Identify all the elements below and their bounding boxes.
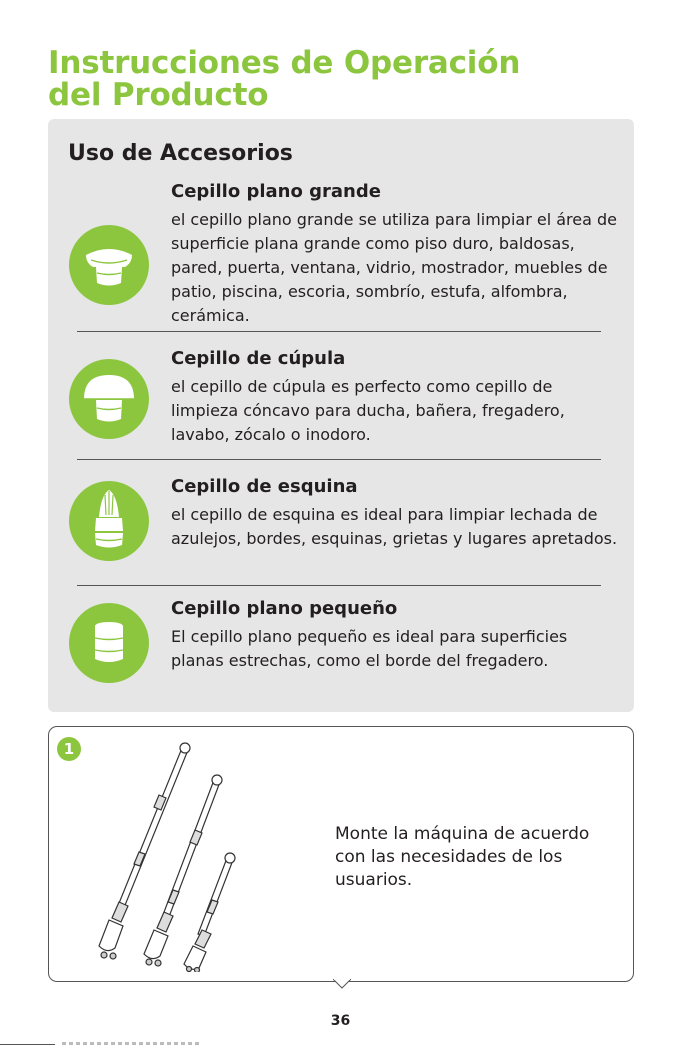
accessory-title: Cepillo plano grande bbox=[171, 181, 381, 202]
callout-pointer-icon bbox=[333, 979, 351, 989]
page-title-line-2: del Producto bbox=[48, 77, 269, 113]
accessories-heading: Uso de Accesorios bbox=[68, 141, 293, 166]
accessory-description: el cepillo de esquina es ideal para limpiar lechada de azulejos, bordes, esquinas, grietas y lugares apretados. bbox=[171, 505, 618, 548]
accessories-panel bbox=[48, 119, 634, 712]
page-title-line-1: Instrucciones de Operación bbox=[48, 45, 521, 81]
step-instruction-text: Monte la máquina de acuerdo con las necesidades de los usuarios. bbox=[335, 824, 590, 890]
large-flat-brush-icon bbox=[69, 225, 149, 305]
dome-brush-icon bbox=[69, 359, 149, 439]
accessory-title: Cepillo de esquina bbox=[171, 476, 358, 497]
corner-brush-icon bbox=[69, 481, 149, 561]
accessory-description: el cepillo de cúpula es perfecto como cepillo de limpieza cóncavo para ducha, bañera, fregadero, lavabo, zócalo o inodoro. bbox=[171, 377, 565, 444]
accessory-description: El cepillo plano pequeño es ideal para superficies planas estrechas, como el borde del fregadero. bbox=[171, 627, 568, 670]
divider bbox=[77, 331, 601, 332]
small-flat-brush-icon bbox=[69, 603, 149, 683]
footer-print-mark bbox=[62, 1042, 202, 1045]
accessory-description: el cepillo plano grande se utiliza para limpiar el área de superficie plana grande como piso duro, baldosas, pared, puerta, ventana, vidrio, mostrador, muebles de patio, piscina, escoria, sombrío, estufa, alfombra, cerámica. bbox=[171, 210, 617, 325]
divider bbox=[77, 459, 601, 460]
step-number-badge: 1 bbox=[57, 737, 81, 761]
divider bbox=[77, 585, 601, 586]
page-number: 36 bbox=[330, 1013, 351, 1029]
page-title bbox=[48, 47, 520, 111]
accessory-title: Cepillo plano pequeño bbox=[171, 598, 398, 619]
footer-rule bbox=[0, 1044, 55, 1045]
accessory-title: Cepillo de cúpula bbox=[171, 348, 346, 369]
scrubber-lengths-illustration bbox=[85, 740, 265, 972]
